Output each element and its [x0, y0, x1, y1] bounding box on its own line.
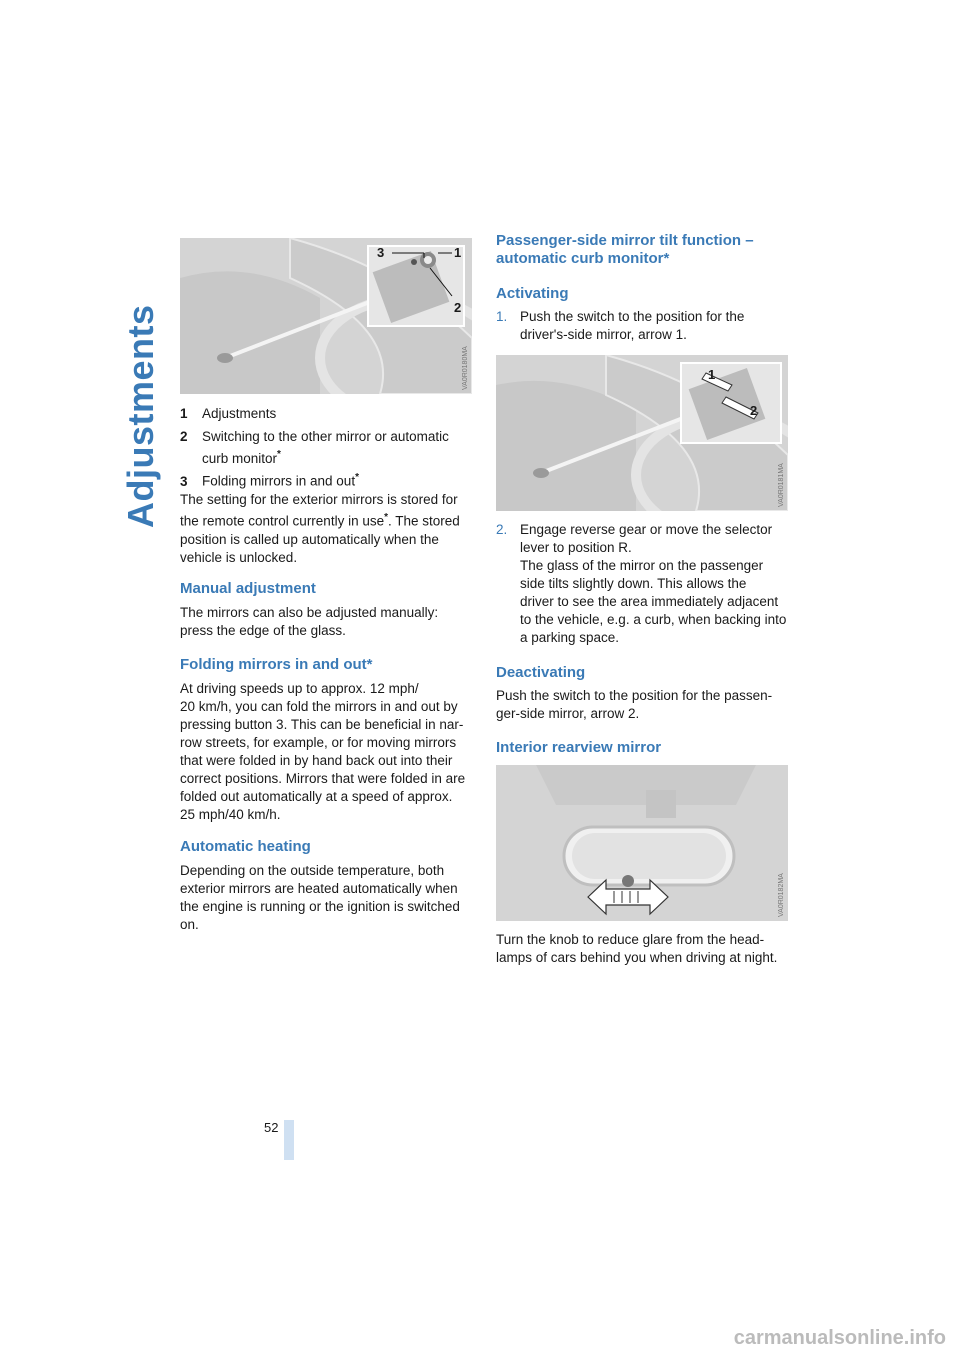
manual-adjustment-heading: Manual adjustment — [180, 580, 316, 597]
activating-heading: Activating — [496, 285, 569, 302]
switch-label-2: 2 — [750, 403, 758, 418]
list-item: 3 Folding mirrors in and out* — [180, 472, 359, 489]
list-item: 2 Switching to the other mirror or automatic curb monitor* — [180, 429, 449, 466]
mirror-memory-paragraph: The setting for the exterior mirrors is stored for the remote control currently in use*. The stored position is called up automatically when the vehicle is unlocked. — [180, 492, 460, 565]
activating-step-1: 1. Push the switch to the position for the driver's-side mirror, arrow 1. — [496, 309, 745, 342]
deactivating-text: Push the switch to the position for the passen- ger-side mirror, arrow 2. — [496, 688, 773, 721]
deactivating-heading: Deactivating — [496, 664, 586, 681]
side-title-text: Adjustments — [120, 304, 161, 528]
manual-adjustment-text: The mirrors can also be adjusted manually: press the edge of the glass. — [180, 605, 439, 638]
folding-heading: Folding mirrors in and out* — [180, 656, 373, 673]
list-item: 1 Adjustments — [180, 406, 277, 421]
interior-mirror-figure — [496, 765, 788, 921]
interior-mirror-heading: Interior rearview mirror — [496, 739, 662, 756]
side-title — [112, 228, 161, 528]
heating-heading: Automatic heating — [180, 838, 311, 855]
switch-illustration — [496, 355, 788, 511]
page-marker-bar — [284, 1120, 294, 1160]
footer-watermark: carmanualsonline.info — [733, 1327, 946, 1349]
interior-mirror-illustration — [496, 765, 788, 921]
activating-step-2: 2. Engage reverse gear or move the selector lever to position R. The glass of the mirror on the passenger side tilts slightly down. This allows the driver to see the area immediately adjacent to the vehicle, e.g. a curb, when backing into a parking space. — [496, 522, 787, 645]
page-number: 52 — [264, 1120, 279, 1135]
heating-text: Depending on the outside temperature, both exterior mirrors are heated automatically when the engine is running or the ignition is switched on. — [180, 863, 460, 932]
switch-figure — [496, 355, 788, 511]
figure-code: VA0R0181MA — [778, 463, 785, 507]
tilt-function-heading: Passenger-side mirror tilt function – automatic curb monitor* — [496, 232, 754, 267]
exterior-mirror-figure — [180, 238, 472, 394]
figure-code: VA0R0180MA — [462, 346, 469, 390]
figure-label-1: 1 — [454, 245, 462, 260]
figure-label-3: 3 — [377, 245, 385, 260]
folding-text: At driving speeds up to approx. 12 mph/ 20 km/h, you can fold the mirrors in and out by pressing button 3. This can be beneficial in nar- row streets, for example, or for moving mirrors that were folded in by hand back out into their correct positions. Mirrors that were folded in are folded out automatically at a speed of approx. 25 mph/40 km/h. — [180, 681, 466, 822]
exterior-mirror-illustration — [180, 238, 472, 394]
figure-label-2: 2 — [454, 300, 462, 315]
interior-mirror-text: Turn the knob to reduce glare from the head- lamps of cars behind you when driving at night. — [496, 932, 778, 965]
figure-code: VA0R0182MA — [778, 873, 785, 917]
switch-label-1: 1 — [708, 367, 716, 382]
